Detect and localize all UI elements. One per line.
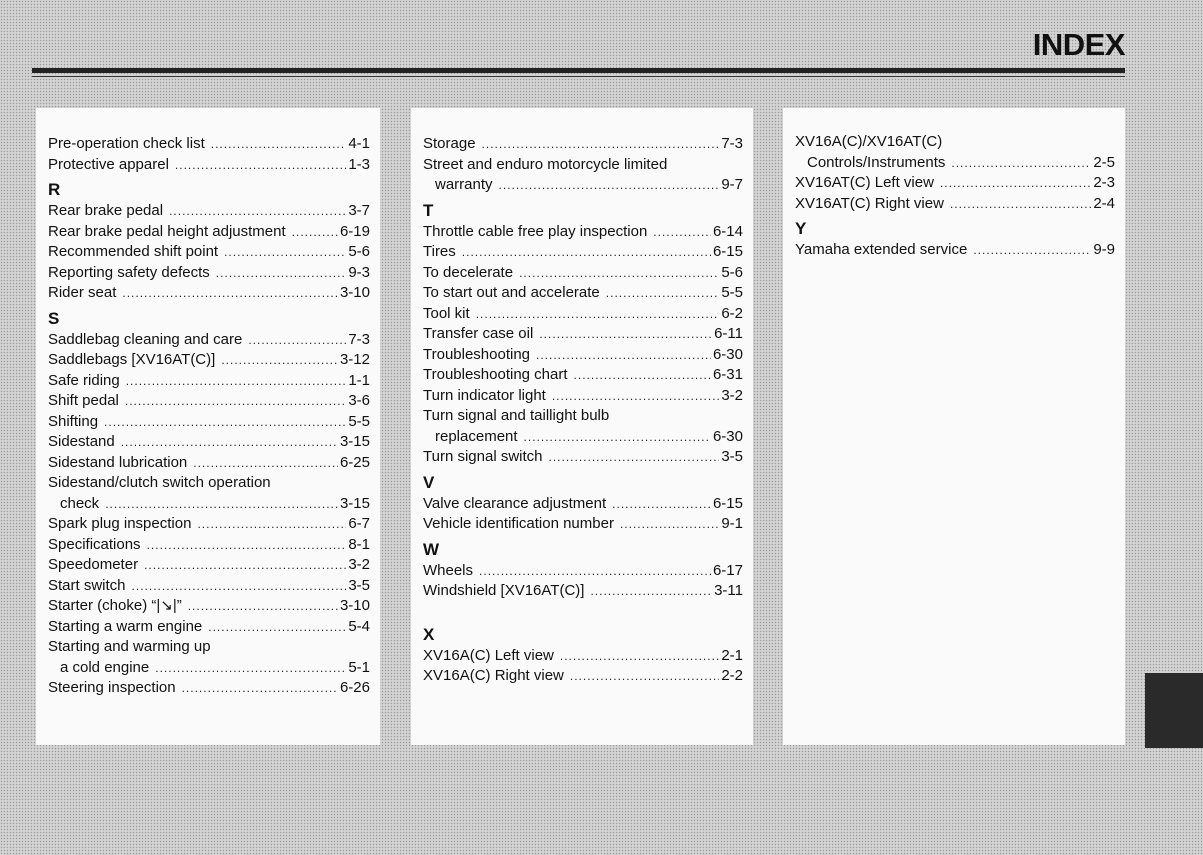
entry-label: Starter (choke) “|↘|” [48, 597, 182, 614]
entry-label: Saddlebag cleaning and care [48, 330, 243, 348]
entry-label: Shift pedal [48, 392, 119, 409]
index-entry [48, 222, 370, 243]
index-entry [423, 134, 743, 155]
index-entry [795, 240, 1115, 261]
entry-page: 4-1 [348, 135, 370, 152]
entry-label: Shifting [48, 412, 99, 430]
index-entry [48, 576, 370, 597]
entry-label: Saddlebags [XV16AT(C)] [48, 351, 216, 368]
index-entry [423, 304, 743, 325]
index-entry [48, 283, 370, 304]
entry-page: 2-1 [721, 646, 743, 664]
index-entry [423, 581, 743, 602]
entry-page: 3-12 [339, 351, 370, 368]
entry-label: Steering inspection [48, 679, 176, 696]
entry-page: 5-6 [721, 263, 743, 281]
entry-page: 2-2 [721, 667, 743, 684]
index-entry [48, 371, 370, 392]
index-column-3 [783, 108, 1125, 745]
entry-label: XV16A(C) Right view [423, 667, 564, 684]
index-entry [48, 412, 370, 433]
entry-page: 9-7 [721, 176, 743, 193]
index-entry [795, 173, 1115, 194]
entry-label: Storage [423, 135, 476, 152]
entry-label: Tires [423, 243, 456, 260]
entry-label: Yamaha extended service [795, 241, 968, 258]
header-rule [32, 68, 1125, 73]
entry-label: Wheels [423, 561, 474, 579]
entry-page: 2-3 [1093, 174, 1115, 191]
index-entry [423, 447, 743, 468]
index-entry [48, 134, 370, 155]
entry-label-continued: Street and enduro motorcycle limited [423, 155, 668, 173]
entry-page: 7-3 [721, 135, 743, 152]
page-title: INDEX [1032, 27, 1125, 62]
entry-page: 1-3 [348, 155, 370, 173]
index-entry [48, 494, 370, 515]
index-entry [48, 350, 370, 371]
entry-page: 5-4 [348, 617, 370, 635]
index-entry [48, 242, 370, 263]
entry-label: Protective apparel [48, 155, 169, 173]
entry-label: Spark plug inspection [48, 515, 192, 532]
entry-label: Turn signal switch [423, 448, 543, 465]
entry-label: Transfer case oil [423, 325, 534, 342]
entry-label: Throttle cable free play inspection [423, 222, 648, 240]
index-entry [423, 263, 743, 284]
entry-label-continued: Turn signal and taillight bulb [423, 407, 610, 424]
entry-label: Pre-operation check list [48, 135, 205, 152]
entry-page: 3-6 [348, 392, 370, 409]
entry-page: 9-1 [721, 515, 743, 532]
entry-label-continued: Sidestand/clutch switch operation [48, 474, 271, 491]
section-letter: T [423, 200, 434, 220]
entry-page: 6-26 [339, 679, 370, 696]
entry-page: 9-3 [348, 263, 370, 281]
entry-label: Safe riding [48, 371, 120, 389]
entry-label: Tool kit [423, 304, 470, 322]
index-entry [48, 658, 370, 679]
section-letter: W [423, 539, 440, 559]
entry-label: Rear brake pedal height adjustment [48, 222, 286, 240]
entry-page: 3-5 [348, 576, 370, 594]
entry-page: 6-14 [712, 222, 743, 240]
entry-page: 3-15 [339, 494, 370, 512]
entry-label: XV16A(C) Left view [423, 646, 554, 664]
entry-label: Windshield [XV16AT(C)] [423, 582, 585, 599]
entry-page: 6-2 [721, 304, 743, 322]
entry-label: XV16AT(C) Right view [795, 194, 944, 212]
index-entry [48, 596, 370, 617]
entry-page: 5-5 [348, 412, 370, 430]
entry-page: 5-1 [348, 658, 370, 676]
index-entry [423, 646, 743, 667]
entry-label: Turn indicator light [423, 386, 546, 404]
index-entry [48, 330, 370, 351]
index-entry [48, 453, 370, 474]
index-entry [423, 175, 743, 196]
entry-page: 6-25 [339, 453, 370, 471]
index-entry [48, 678, 370, 699]
entry-page: 2-5 [1093, 153, 1115, 171]
entry-label: Reporting safety defects [48, 263, 210, 281]
index-entry [48, 535, 370, 556]
entry-label: XV16AT(C) Left view [795, 174, 934, 191]
entry-page: 3-2 [348, 556, 370, 573]
entry-page: 2-4 [1093, 194, 1115, 212]
index-entry [423, 283, 743, 304]
index-entry [423, 324, 743, 345]
entry-page: 1-1 [348, 371, 370, 389]
index-entry [795, 194, 1115, 215]
index-entry [423, 494, 743, 515]
entry-page: 3-15 [339, 433, 370, 450]
entry-label: a cold engine [60, 658, 150, 676]
entry-page: 3-5 [721, 448, 743, 465]
index-entry [423, 222, 743, 243]
entry-page: 6-7 [348, 515, 370, 532]
index-entry [423, 365, 743, 386]
index-entry [423, 514, 743, 535]
section-letter: X [423, 624, 435, 644]
entry-label: Vehicle identification number [423, 515, 614, 532]
entry-label: Sidestand [48, 433, 115, 450]
entry-page: 3-11 [714, 582, 743, 599]
index-entry [48, 391, 370, 412]
entry-label: Recommended shift point [48, 243, 219, 260]
entry-page: 8-1 [348, 535, 370, 553]
entry-label: Starting a warm engine [48, 617, 203, 635]
entry-label: Rear brake pedal [48, 202, 164, 219]
entry-page: 5-6 [348, 243, 370, 260]
index-entry [48, 514, 370, 535]
index-entry [423, 427, 743, 448]
entry-page: 6-31 [712, 366, 743, 383]
entry-label: Specifications [48, 535, 141, 553]
entry-page: 6-17 [712, 561, 743, 579]
entry-label: warranty [435, 176, 493, 193]
chapter-tab [1145, 673, 1203, 748]
entry-label: Controls/Instruments [807, 153, 946, 171]
entry-label: Valve clearance adjustment [423, 494, 607, 512]
entry-label: Sidestand lubrication [48, 453, 188, 471]
entry-page: 6-19 [339, 222, 370, 240]
index-entry [423, 386, 743, 407]
entry-label-continued: XV16A(C)/XV16AT(C) [795, 133, 943, 150]
index-entry [48, 617, 370, 638]
entry-page: 3-2 [721, 386, 743, 404]
entry-page: 5-5 [721, 284, 743, 301]
index-entry [48, 432, 370, 453]
entry-label: Speedometer [48, 556, 139, 573]
entry-label: To start out and accelerate [423, 284, 600, 301]
entry-page: 6-11 [714, 325, 743, 342]
entry-page: 6-15 [712, 243, 743, 260]
entry-page: 9-9 [1093, 241, 1115, 258]
entry-page: 7-3 [348, 330, 370, 348]
index-entry [423, 561, 743, 582]
index-entry [48, 555, 370, 576]
entry-page: 6-15 [712, 494, 743, 512]
index-entry [48, 155, 370, 176]
entry-label: Troubleshooting chart [423, 366, 568, 383]
entry-label: Start switch [48, 576, 126, 594]
entry-page: 3-10 [339, 597, 370, 614]
section-letter: S [48, 308, 60, 328]
index-entry [48, 201, 370, 222]
entry-label: To decelerate [423, 263, 514, 281]
index-entry [423, 666, 743, 687]
section-letter: Y [795, 219, 807, 238]
index-column-1 [36, 108, 380, 745]
index-entry [795, 153, 1115, 174]
entry-label: Troubleshooting [423, 345, 531, 363]
entry-page: 6-30 [712, 427, 743, 445]
section-letter: V [423, 472, 435, 492]
entry-page: 3-7 [348, 202, 370, 219]
index-entry [423, 345, 743, 366]
entry-label: check [60, 494, 100, 512]
entry-page: 6-30 [712, 345, 743, 363]
header-rule-thin [32, 76, 1125, 77]
section-letter: R [48, 180, 61, 199]
entry-label: Rider seat [48, 284, 117, 301]
index-entry [423, 242, 743, 263]
entry-label: replacement [435, 427, 518, 445]
entry-label-continued: Starting and warming up [48, 638, 211, 655]
entry-page: 3-10 [339, 284, 370, 301]
index-entry [48, 263, 370, 284]
index-column-2 [411, 108, 753, 745]
